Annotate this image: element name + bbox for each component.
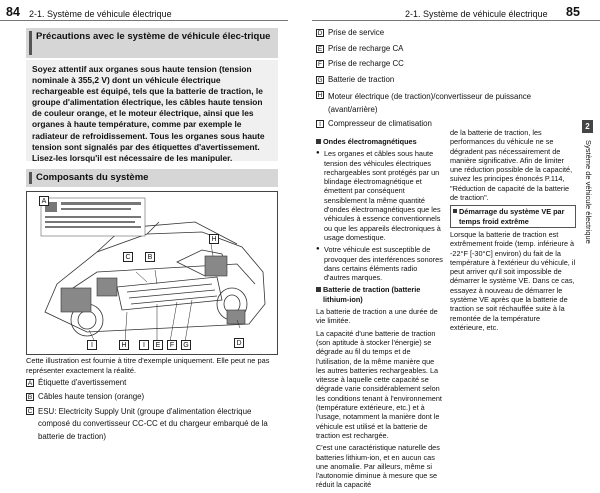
- chapter-vertical-title: Système de véhicule électrique: [584, 140, 593, 244]
- em-bullet-1: ● Les organes et câbles sous haute tension des véhicules électriques rechargeables sont protégés par un blindage électromagnétique et émettent par conséquent sensiblement la même quantité d'ondes électromagnétiques que les véhicules à essence conventionnels ou que les appareils électroniques à usage domestique.: [316, 149, 443, 242]
- right-para-1: de la batterie de traction, les performances du véhicule ne se dégradent pas nécessairement de manière significative. Afin de limiter une réduction possible de la capacité, suivez les principes énoncés P.114, "Réduction de capacité de la batterie de traction".: [450, 128, 573, 203]
- figure-label-a: A: [39, 196, 49, 206]
- battery-para-2: La capacité d'une batterie de traction (son aptitude à stocker l'énergie) se dégrade au fil du temps et de l'utilisation, de la même manière que les autres batteries rechargeables. La vitesse à laquelle cette capacité se dégrade varie considérablement selon les conditions tenant à l'environnement (température extérieure, etc.) et à l'usage, notamment la manière dont le véhicule est utilisé et la batterie de traction est rechargée.: [316, 328, 442, 440]
- figure-label-i-left: I: [87, 340, 97, 350]
- list-item-i: I Compresseur de climatisation: [316, 119, 574, 130]
- cold-start-para: Lorsque la batterie de traction est extrêmement froide (temp. inférieure à -22°F [-30°C] environ) du fait de la température à l'extérieur du véhicule, il peut arriver qu'il soit impossible de démarrer le système VE. Dans ce cas, essayez à nouveau de démarrer le système VE après que la batterie de traction se soit réchauffée suite à la remontée de la température extérieure, etc.: [450, 229, 576, 332]
- figure-label-c: C: [123, 252, 133, 262]
- middle-column: [316, 137, 443, 493]
- left-header-rule: [0, 20, 288, 21]
- list-item-a: A Étiquette d'avertissement: [27, 378, 127, 387]
- right-header-rule: [312, 20, 600, 21]
- figure-label-d: D: [234, 338, 244, 348]
- right-section-title: 2-1. Système de véhicule électrique: [405, 9, 548, 19]
- right-page-number: 85: [566, 5, 580, 19]
- precautions-warning-text: Soyez attentif aux organes sous haute tension (tension nominale à 355,2 V) dont un véhicule électrique rechargeable est équipé, tels que la batterie de traction, le groupe d'alimentation électrique, les câbles haute tension de couleur orange, et le moteur électrique, ainsi que les organes à haute température, comme par exemple le radiateur de refroidissement. Tous les organes sous haute tension sont signalés par des étiquettes d'avertissement. Lisez-les lorsqu'il est nécessaire de les manipuler.: [26, 60, 278, 161]
- precautions-title: Précautions avec le système de véhicule élec-trique: [26, 28, 278, 58]
- em-heading: Ondes électromagnétiques: [316, 137, 443, 146]
- battery-para-1: La batterie de traction a une durée de vie limitée.: [316, 307, 438, 326]
- list-item-h: H Moteur électrique (de traction)/convertisseur de puissance (avant/arrière): [317, 92, 532, 115]
- figure-caption: Cette illustration est fournie à titre d'exemple uniquement. Elle peut ne pas représenter exactement la réalité.: [26, 356, 270, 375]
- battery-para-3: C'est une caractéristique naturelle des batteries lithium-ion, et en aucun cas une anomalie. Par ailleurs, même si l'autonomie diminue à mesure que se réduit la capacité: [316, 443, 440, 490]
- list-item-b: B Câbles haute tension (orange): [27, 391, 145, 401]
- figure-label-g: G: [181, 340, 191, 350]
- right-column: [450, 128, 576, 335]
- figure-label-f: F: [167, 340, 177, 350]
- list-item-g: G Batterie de traction: [317, 74, 395, 84]
- components-title: Composants du système: [26, 169, 278, 187]
- figure-label-h-rear: H: [209, 234, 219, 244]
- system-components-figure: [26, 191, 278, 355]
- left-section-title: 2-1. Système de véhicule électrique: [29, 9, 172, 19]
- chapter-tab: 2: [582, 120, 593, 133]
- left-page-number: 84: [6, 5, 20, 19]
- figure-label-b: B: [145, 252, 155, 262]
- page-header: [0, 0, 600, 22]
- em-bullet-2: ● Votre véhicule est susceptible de provoquer des interférences sonores dans certains éléments radio d'autres marques.: [316, 245, 443, 282]
- vehicle-illustration: [27, 192, 277, 354]
- components-list-right: [316, 28, 574, 133]
- figure-label-e: E: [153, 340, 163, 350]
- figure-label-i-right: I: [139, 340, 149, 350]
- battery-heading: Batterie de traction (batterie lithium-ion): [316, 285, 443, 304]
- components-list-left: [26, 378, 280, 447]
- figure-label-h-front: H: [119, 340, 129, 350]
- list-item-c: C ESU: Electricity Supply Unit (groupe d'alimentation électrique composé du convertisseur CC-CC et du chargeur embarqué de la batterie de traction): [27, 406, 268, 441]
- cold-start-heading: Démarrage du système VE par temps froid extrême: [450, 205, 576, 228]
- list-item-e: E Prise de recharge CA: [317, 43, 404, 53]
- list-item-f: F Prise de recharge CC: [318, 59, 404, 69]
- list-item-d: D Prise de service: [317, 28, 385, 37]
